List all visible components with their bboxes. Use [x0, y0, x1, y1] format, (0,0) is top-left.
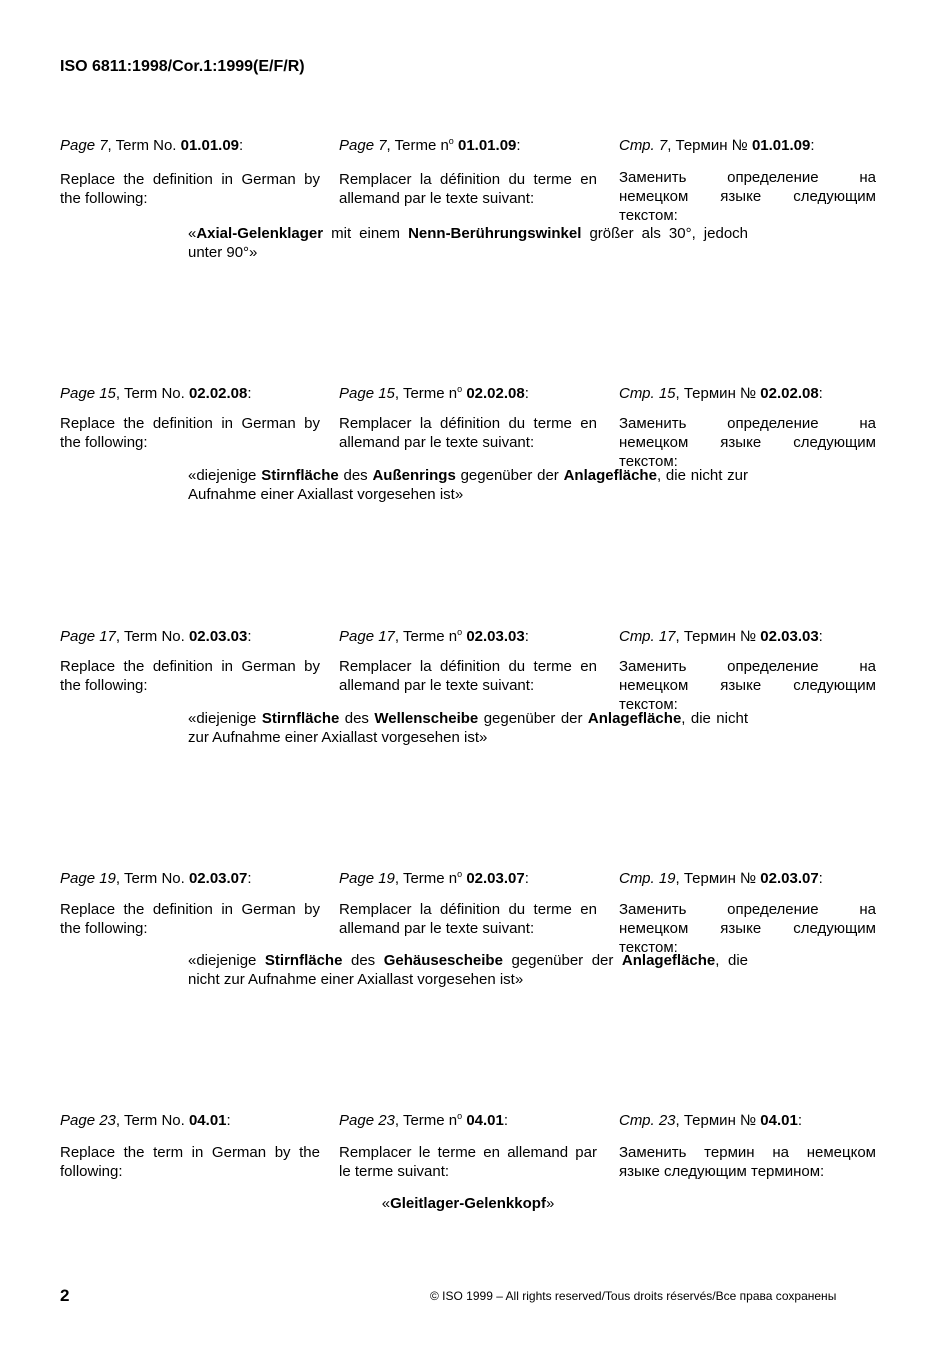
bold-term: Gleitlager-Gelenkkopf [390, 1195, 546, 1212]
quote-text: gegenüber der [502, 952, 622, 969]
bold-term: Außenrings [372, 467, 456, 484]
quote-text: « [381, 1195, 391, 1212]
bold-term: Anlagefläche [621, 952, 716, 969]
instruction-fr: Remplacer la définition du terme en allemand par le texte suivant: [339, 415, 597, 451]
instruction-ru: Заменить определение на немецком языке следующим текстом: [619, 901, 876, 956]
quote-text: » [545, 1195, 555, 1212]
term-reference-en: Page 7, Term No. 01.01.09: [60, 137, 244, 154]
instruction-ru: Заменить определение на немецком языке следующим текстом: [619, 169, 876, 224]
bold-term: Wellenscheibe [374, 710, 479, 727]
bold-term: Anlagefläche [563, 467, 657, 484]
term-reference-fr: Page 15, Terme $n^o$ 02.02.08: [339, 384, 529, 402]
replacement-text [188, 1194, 748, 1213]
document-header: ISO 6811:1998/Cor.1:1999(E/F/R) [60, 58, 305, 75]
term-reference-en: Page 17, Term No. 02.03.03: [60, 628, 252, 645]
instruction-fr: Remplacer la définition du terme en allemand par le texte suivant: [339, 901, 597, 937]
replacement-text [188, 224, 748, 262]
instruction-en: Replace the definition in German by the following: [60, 415, 320, 451]
quote-text: , die nicht zur Aufnahme einer Axiallast vorgesehen ist» [188, 710, 748, 746]
copyright-notice: © ISO 1999 – All rights reserved/Tous droits réservés/Все права сохранены [430, 1289, 837, 1303]
quote-text: gegenüber der [455, 467, 564, 484]
bold-term: Gehäusescheibe [383, 952, 503, 969]
bold-term: Anlagefläche [587, 710, 682, 727]
term-reference-fr: Page 17, Terme $n^o$ 02.03.03: [339, 627, 529, 645]
term-reference-fr: Page 7, Terme $n^o$ 01.01.09: [339, 136, 521, 154]
instruction-ru: Заменить определение на немецком языке следующим текстом: [619, 658, 876, 713]
instruction-ru: Заменить термин на немецком языке следующим термином: [619, 1144, 876, 1180]
replacement-text [188, 466, 748, 504]
term-reference-fr: Page 19, Terme $n^o$ 02.03.07: [339, 869, 529, 887]
term-reference-ru: Стр. 19, Термин № 02.03.07: [619, 870, 823, 887]
instruction-en: Replace the definition in German by the following: [60, 171, 320, 207]
term-reference-ru: Стр. 15, Термин № 02.02.08: [619, 385, 823, 402]
quote-text: «diejenige [188, 952, 265, 969]
bold-term: Nenn-Berührungswinkel [408, 225, 582, 242]
instruction-fr: Remplacer la définition du terme en allemand par le texte suivant: [339, 658, 597, 694]
quote-text: , die nicht zur Aufnahme einer Axiallast vorgesehen ist» [188, 467, 749, 503]
replacement-text [188, 951, 748, 989]
instruction-ru: Заменить определение на немецком языке следующим текстом: [619, 415, 876, 470]
quote-text: gegenüber der [478, 710, 588, 727]
bold-term: Stirnfläche [264, 952, 343, 969]
instruction-en: Replace the definition in German by the following: [60, 658, 320, 694]
term-reference-en: Page 15, Term No. 02.02.08: [60, 385, 252, 402]
quote-text: des [339, 710, 375, 727]
page-number: 2 [60, 1286, 70, 1305]
instruction-en: Replace the term in German by the following: [60, 1144, 320, 1180]
quote-text: « [188, 225, 197, 242]
term-reference-ru: Стр. 17, Термин № 02.03.03: [619, 628, 823, 645]
term-reference-ru: Стр. 23, Термин № 04.01: [619, 1112, 802, 1129]
bold-term: Stirnfläche [261, 710, 340, 727]
quote-text: «diejenige [188, 710, 262, 727]
term-reference-en: Page 23, Term No. 04.01: [60, 1112, 231, 1129]
quote-text: des [342, 952, 384, 969]
quote-text: größer als 30°, jedoch unter 90°» [188, 225, 748, 261]
instruction-fr: Remplacer la définition du terme en allemand par le texte suivant: [339, 171, 597, 207]
quote-text: des [338, 467, 373, 484]
bold-term: Stirnfläche [261, 467, 339, 484]
term-reference-en: Page 19, Term No. 02.03.07: [60, 870, 252, 887]
instruction-fr: Remplacer le terme en allemand par le terme suivant: [339, 1144, 597, 1180]
bold-term: Axial-Gelenklager [196, 225, 324, 242]
term-reference-ru: Стр. 7, Термин № 01.01.09: [619, 137, 815, 154]
instruction-en: Replace the definition in German by the following: [60, 901, 320, 937]
replacement-text [188, 709, 748, 747]
term-reference-fr: Page 23, Terme $n^o$ 04.01: [339, 1111, 509, 1129]
quote-text: «diejenige [188, 467, 262, 484]
quote-text: , die nicht zur Aufnahme einer Axiallast vorgesehen ist» [188, 952, 748, 988]
quote-text: mit einem [323, 225, 409, 242]
